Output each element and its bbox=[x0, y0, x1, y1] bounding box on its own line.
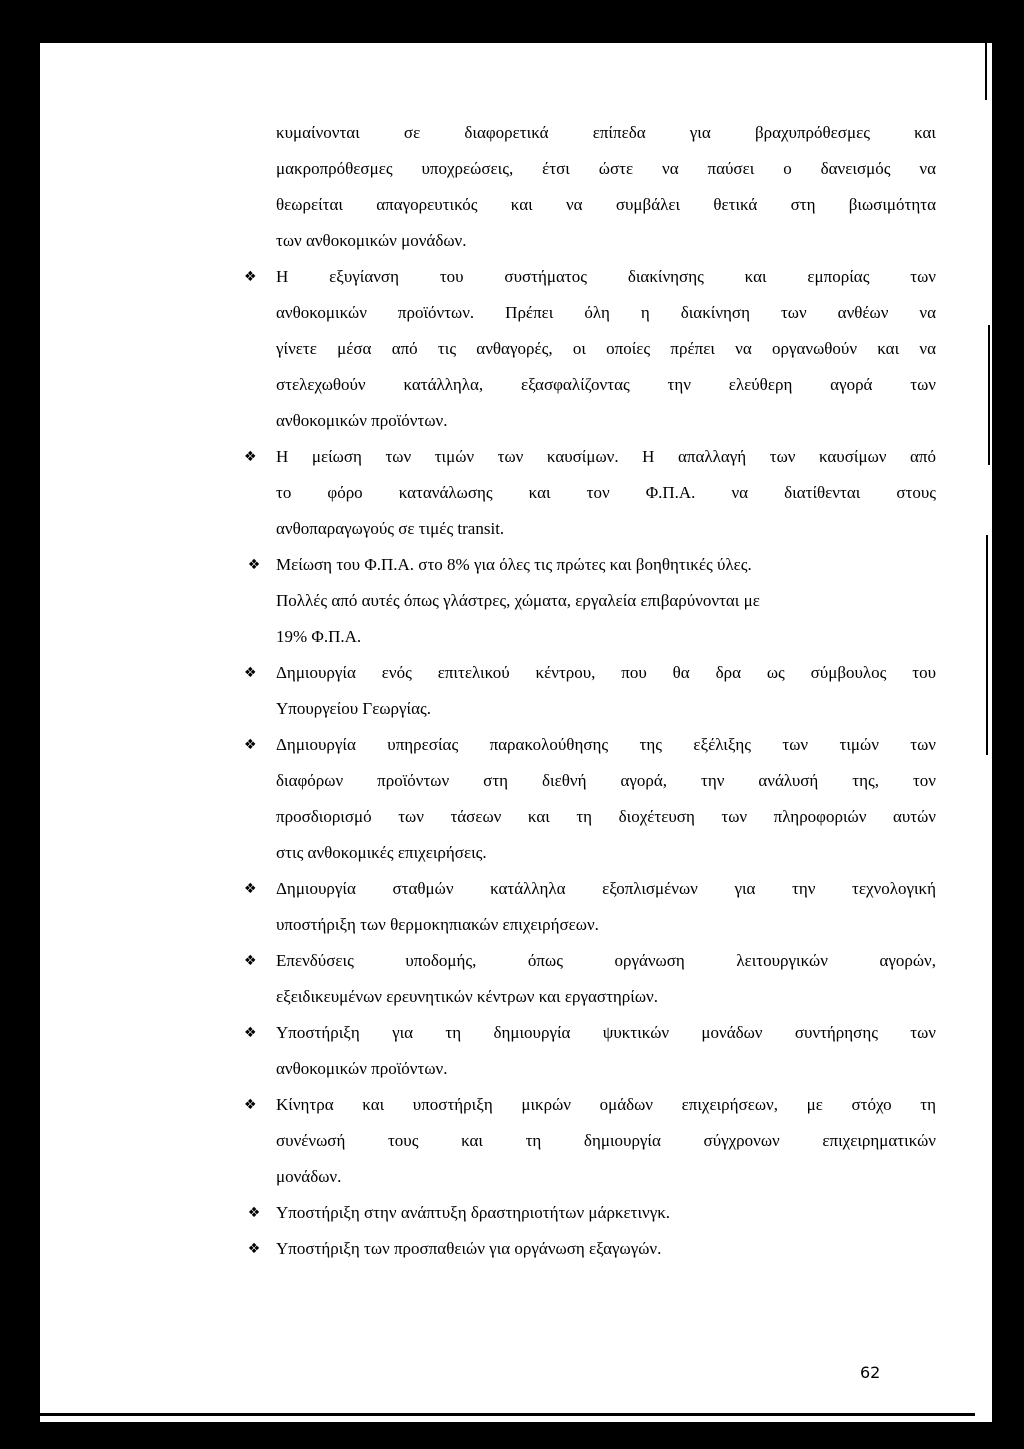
text-line: ανθοκομικών προϊόντων. Πρέπει όλη η διακίνηση των ανθέων να bbox=[276, 303, 936, 322]
text-line: Υποστήριξη των προσπαθειών για οργάνωση εξαγωγών. bbox=[276, 1239, 662, 1258]
bullet-icon: ❖ bbox=[244, 881, 257, 897]
bullet-item-first-line bbox=[247, 1195, 936, 1231]
text-line: μονάδων. bbox=[276, 1167, 342, 1186]
text-line: Πολλές από αυτές όπως γλάστρες, χώματα, εργαλεία επιβαρύνονται με bbox=[276, 591, 760, 610]
text-line: Μείωση του Φ.Π.Α. στο 8% για όλες τις πρώτες και βοηθητικές ύλες. bbox=[276, 555, 752, 574]
bullet-item-first-line bbox=[244, 943, 936, 979]
right-border-mid bbox=[988, 325, 990, 465]
document-page bbox=[40, 40, 992, 1422]
text-line: ανθοκομικών προϊόντων. bbox=[276, 411, 448, 430]
text-line: ανθοπαραγωγούς σε τιμές transit. bbox=[276, 519, 505, 538]
text-line: Κίνητρα και υποστήριξη μικρών ομάδων επιχειρήσεων, με στόχο τη bbox=[276, 1095, 936, 1114]
bullet-item-first-line bbox=[244, 439, 936, 475]
text-line: Η εξυγίανση του συστήματος διακίνησης και εμπορίας των bbox=[276, 267, 936, 286]
bullet-item-first-line bbox=[244, 259, 936, 295]
text-line: το φόρο κατανάλωσης και τον Φ.Π.Α. να διατίθενται στους bbox=[276, 483, 936, 502]
bullet-item-first-line bbox=[247, 547, 936, 583]
text-line: κυμαίνονται σε διαφορετικά επίπεδα για βραχυπρόθεσμες και bbox=[276, 123, 936, 142]
text-line: Δημιουργία ενός επιτελικού κέντρου, που θα δρα ως σύμβουλος του bbox=[276, 663, 936, 682]
text-line: Η μείωση των τιμών των καυσίμων. Η απαλλαγή των καυσίμων από bbox=[276, 447, 936, 466]
bullet-item-first-line bbox=[244, 655, 936, 691]
text-line: μακροπρόθεσμες υποχρεώσεις, έτσι ώστε να παύσει ο δανεισμός να bbox=[276, 159, 936, 178]
bullet-icon: ❖ bbox=[244, 449, 257, 465]
page-number: 62 bbox=[860, 1363, 881, 1382]
right-border-top bbox=[985, 40, 987, 100]
bullet-icon: ❖ bbox=[244, 953, 257, 969]
text-line: γίνετε μέσα από τις ανθαγορές, οι οποίες πρέπει να οργανωθούν και να bbox=[276, 339, 936, 358]
text-line: διαφόρων προϊόντων στη διεθνή αγορά, την ανάλυσή της, τον bbox=[276, 771, 936, 790]
right-border-low bbox=[986, 535, 988, 755]
text-line: των ανθοκομικών μονάδων. bbox=[276, 231, 467, 250]
text-line: ανθοκομικών προϊόντων. bbox=[276, 1059, 448, 1078]
text-line: στελεχωθούν κατάλληλα, εξασφαλίζοντας την ελεύθερη αγορά των bbox=[276, 375, 936, 394]
document-body bbox=[244, 115, 936, 1267]
text-line: υποστήριξη των θερμοκηπιακών επιχειρήσεων. bbox=[276, 915, 599, 934]
text-line: προσδιορισμό των τάσεων και τη διοχέτευση των πληροφοριών αυτών bbox=[276, 807, 936, 826]
text-line: Επενδύσεις υποδομής, όπως οργάνωση λειτουργικών αγορών, bbox=[276, 951, 936, 970]
bullet-item-first-line bbox=[244, 1015, 936, 1051]
bullet-icon: ❖ bbox=[247, 1241, 261, 1257]
bullet-icon: ❖ bbox=[247, 557, 261, 573]
bullet-item-first-line bbox=[247, 1231, 936, 1267]
text-line: Υποστήριξη για τη δημιουργία ψυκτικών μονάδων συντήρησης των bbox=[276, 1023, 936, 1042]
bullet-item-first-line bbox=[244, 727, 936, 763]
text-line: στις ανθοκομικές επιχειρήσεις. bbox=[276, 843, 487, 862]
text-line: Υποστήριξη στην ανάπτυξη δραστηριοτήτων μάρκετινγκ. bbox=[276, 1203, 671, 1222]
bullet-icon: ❖ bbox=[244, 1097, 257, 1113]
bullet-icon: ❖ bbox=[247, 1205, 261, 1221]
text-line: Δημιουργία υπηρεσίας παρακολούθησης της εξέλιξης των τιμών των bbox=[276, 735, 936, 754]
text-line: συνένωσή τους και τη δημιουργία σύγχρονων επιχειρηματικών bbox=[276, 1131, 936, 1150]
text-line: Υπουργείου Γεωργίας. bbox=[276, 699, 431, 718]
bottom-border bbox=[40, 1413, 975, 1416]
text-line: θεωρείται απαγορευτικός και να συμβάλει θετικά στη βιωσιμότητα bbox=[276, 195, 936, 214]
bullet-icon: ❖ bbox=[244, 269, 257, 285]
top-border bbox=[40, 40, 992, 43]
text-line: Δημιουργία σταθμών κατάλληλα εξοπλισμένων για την τεχνολογική bbox=[276, 879, 936, 898]
bullet-icon: ❖ bbox=[244, 665, 257, 681]
bullet-icon: ❖ bbox=[244, 1025, 257, 1041]
bullet-icon: ❖ bbox=[244, 737, 257, 753]
text-line: εξειδικευμένων ερευνητικών κέντρων και εργαστηρίων. bbox=[276, 987, 658, 1006]
text-line: 19% Φ.Π.Α. bbox=[276, 627, 362, 646]
bullet-item-first-line bbox=[244, 871, 936, 907]
bullet-item-first-line bbox=[244, 1087, 936, 1123]
